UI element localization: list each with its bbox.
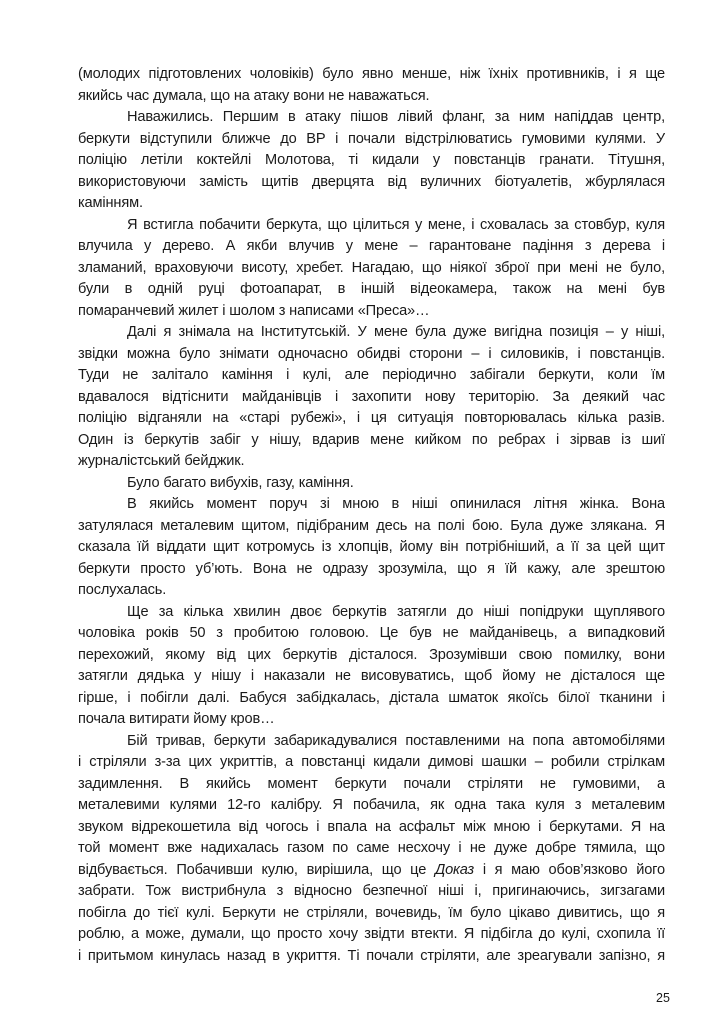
text-line: сказала їй віддати щит котромусь із хлопців, йому він потрібніший, а її за цей щит xyxy=(78,539,665,555)
text-line: використовуючи замість щитів дверцята від вуличних біотуалетів, жбурлялася xyxy=(78,173,665,190)
text-line: послухалась. xyxy=(78,582,167,598)
text-line: зламаний, враховуючи висоту, хребет. Нагадаю, що ніякої зброї при мені не було, xyxy=(78,259,665,276)
text-line: Туди не залітало каміння і кулі, але періодично забігали беркути, коли їм xyxy=(78,367,665,383)
text-line: Один із беркутів забіг у нішу, вдарив мене кийком по ребрах і зірвав із шиї xyxy=(78,431,665,448)
text-line: камінням. xyxy=(78,195,143,211)
italic-emphasis: Доказ xyxy=(434,861,475,878)
text-line: почала витирати йому кров… xyxy=(78,711,275,727)
text-line: якийсь час думала, що на атаку вони не наважаться. xyxy=(78,87,430,104)
text-line: журналістський бейджик. xyxy=(78,453,245,469)
text-line: Ще за кілька хвилин двоє беркутів затягли до ніші попідруки щуплявого xyxy=(127,603,665,620)
text-line-with-italic xyxy=(78,860,665,882)
text-line: поліцію летіли коктейлі Молотова, ті кидали у повстанців гранати. Тітушня, xyxy=(78,152,665,168)
text-line: перехожий, якому від цих беркутів дісталося. Зрозумівши свою помилку, вони xyxy=(78,646,665,663)
text-line: звідки можна було знімати одночасно обидві сторони – і силовиків, і повстанців. xyxy=(78,345,665,362)
text-line: гірше, і побігли далі. Бабуся забідкалась, дістала шматок якоїсь білої тканини і xyxy=(78,689,665,706)
text-line: були в одній руці фотоапарат, в іншій відеокамера, також на мені був xyxy=(78,281,665,297)
text-line: задимлення. В якийсь момент беркути почали стріляти не гумовими, а xyxy=(78,775,665,792)
text-line: і притьмом кинулась назад в укриття. Ті почали стріляти, але зреагували запізно, я xyxy=(78,947,665,964)
page-number: 25 xyxy=(656,991,670,1005)
text-line: поліцію відганяли на «старі рубежі», і ця ситуація повторювалась кілька разів. xyxy=(78,410,665,426)
text-line: влучила у дерево. А якби влучив у мене – гарантоване падіння з дерева і xyxy=(78,238,665,254)
text-line: чоловіка років 50 з пробитою головою. Це був не майданівець, а випадковий xyxy=(78,625,665,641)
text-line: Наважились. Першим в атаку пішов лівий фланг, за ним напіддав центр, xyxy=(127,109,665,125)
text-line: той момент вже надихалась газом по саме несхочу і не дуже добре тямила, що xyxy=(78,840,665,856)
text-segment: і я маю обов’язково його xyxy=(474,861,665,878)
page-text-body xyxy=(78,64,665,967)
text-line: беркути відступили ближче до ВР і почали відстрілюватись гумовими кулями. У xyxy=(78,130,665,147)
text-line: затулялася металевим щитом, підібраним десь на полі бою. Була дуже злякана. Я xyxy=(78,517,665,534)
text-line: Далі я знімала на Інститутській. У мене була дуже вигідна позиція – у ніші, xyxy=(127,324,665,340)
text-segment: відбувається. Побачивши кулю, вирішила, що це xyxy=(78,861,435,878)
text-line: Було багато вибухів, газу, каміння. xyxy=(127,474,354,491)
text-line: В якийсь момент поруч зі мною в ніші опинилася літня жінка. Вона xyxy=(127,496,665,512)
text-line: і стріляли з-за цих укриттів, а повстанці кидали димові шашки – робили стрілкам xyxy=(78,754,665,770)
text-line: вдавалося відтіснити майданівців і захопити нову територію. За деякий час xyxy=(78,388,665,405)
text-line: Бій тривав, беркути забарикадувалися поставленими на попа автомобілями xyxy=(127,732,665,749)
text-line: побігла до тієї кулі. Беркути не стріляли, вочевидь, їм було цікаво дивитись, що я xyxy=(78,904,665,921)
text-line: забрати. Тож вистрибнула з відносно безпечної ніші і, пригинаючись, зигзагами xyxy=(78,883,665,899)
text-line: затягли дядька у нішу і наказали не висовуватись, щоб йому не дісталося ще xyxy=(78,668,665,684)
text-line: беркути просто уб’ють. Вона не одразу зрозуміла, що я їй кажу, але зрештою xyxy=(78,560,665,577)
text-line: помаранчевий жилет і шолом з написами «Преса»… xyxy=(78,302,430,319)
text-line: (молодих підготовлених чоловіків) було явно менше, ніж їхніх противників, і я ще xyxy=(78,66,665,82)
text-line: роблю, а може, думали, що просто хочу звідти втекти. Я підбігла до кулі, схопила її xyxy=(78,926,665,942)
text-line: металевими кулями 12-го калібру. Я побачила, як одна така куля з металевим xyxy=(78,797,665,813)
text-line: Я встигла побачити беркута, що цілиться у мене, і сховалась за стовбур, куля xyxy=(127,216,665,233)
text-line: звуком відрекошетила від чогось і впала на асфальт між мною і беркутами. Я на xyxy=(78,818,665,835)
